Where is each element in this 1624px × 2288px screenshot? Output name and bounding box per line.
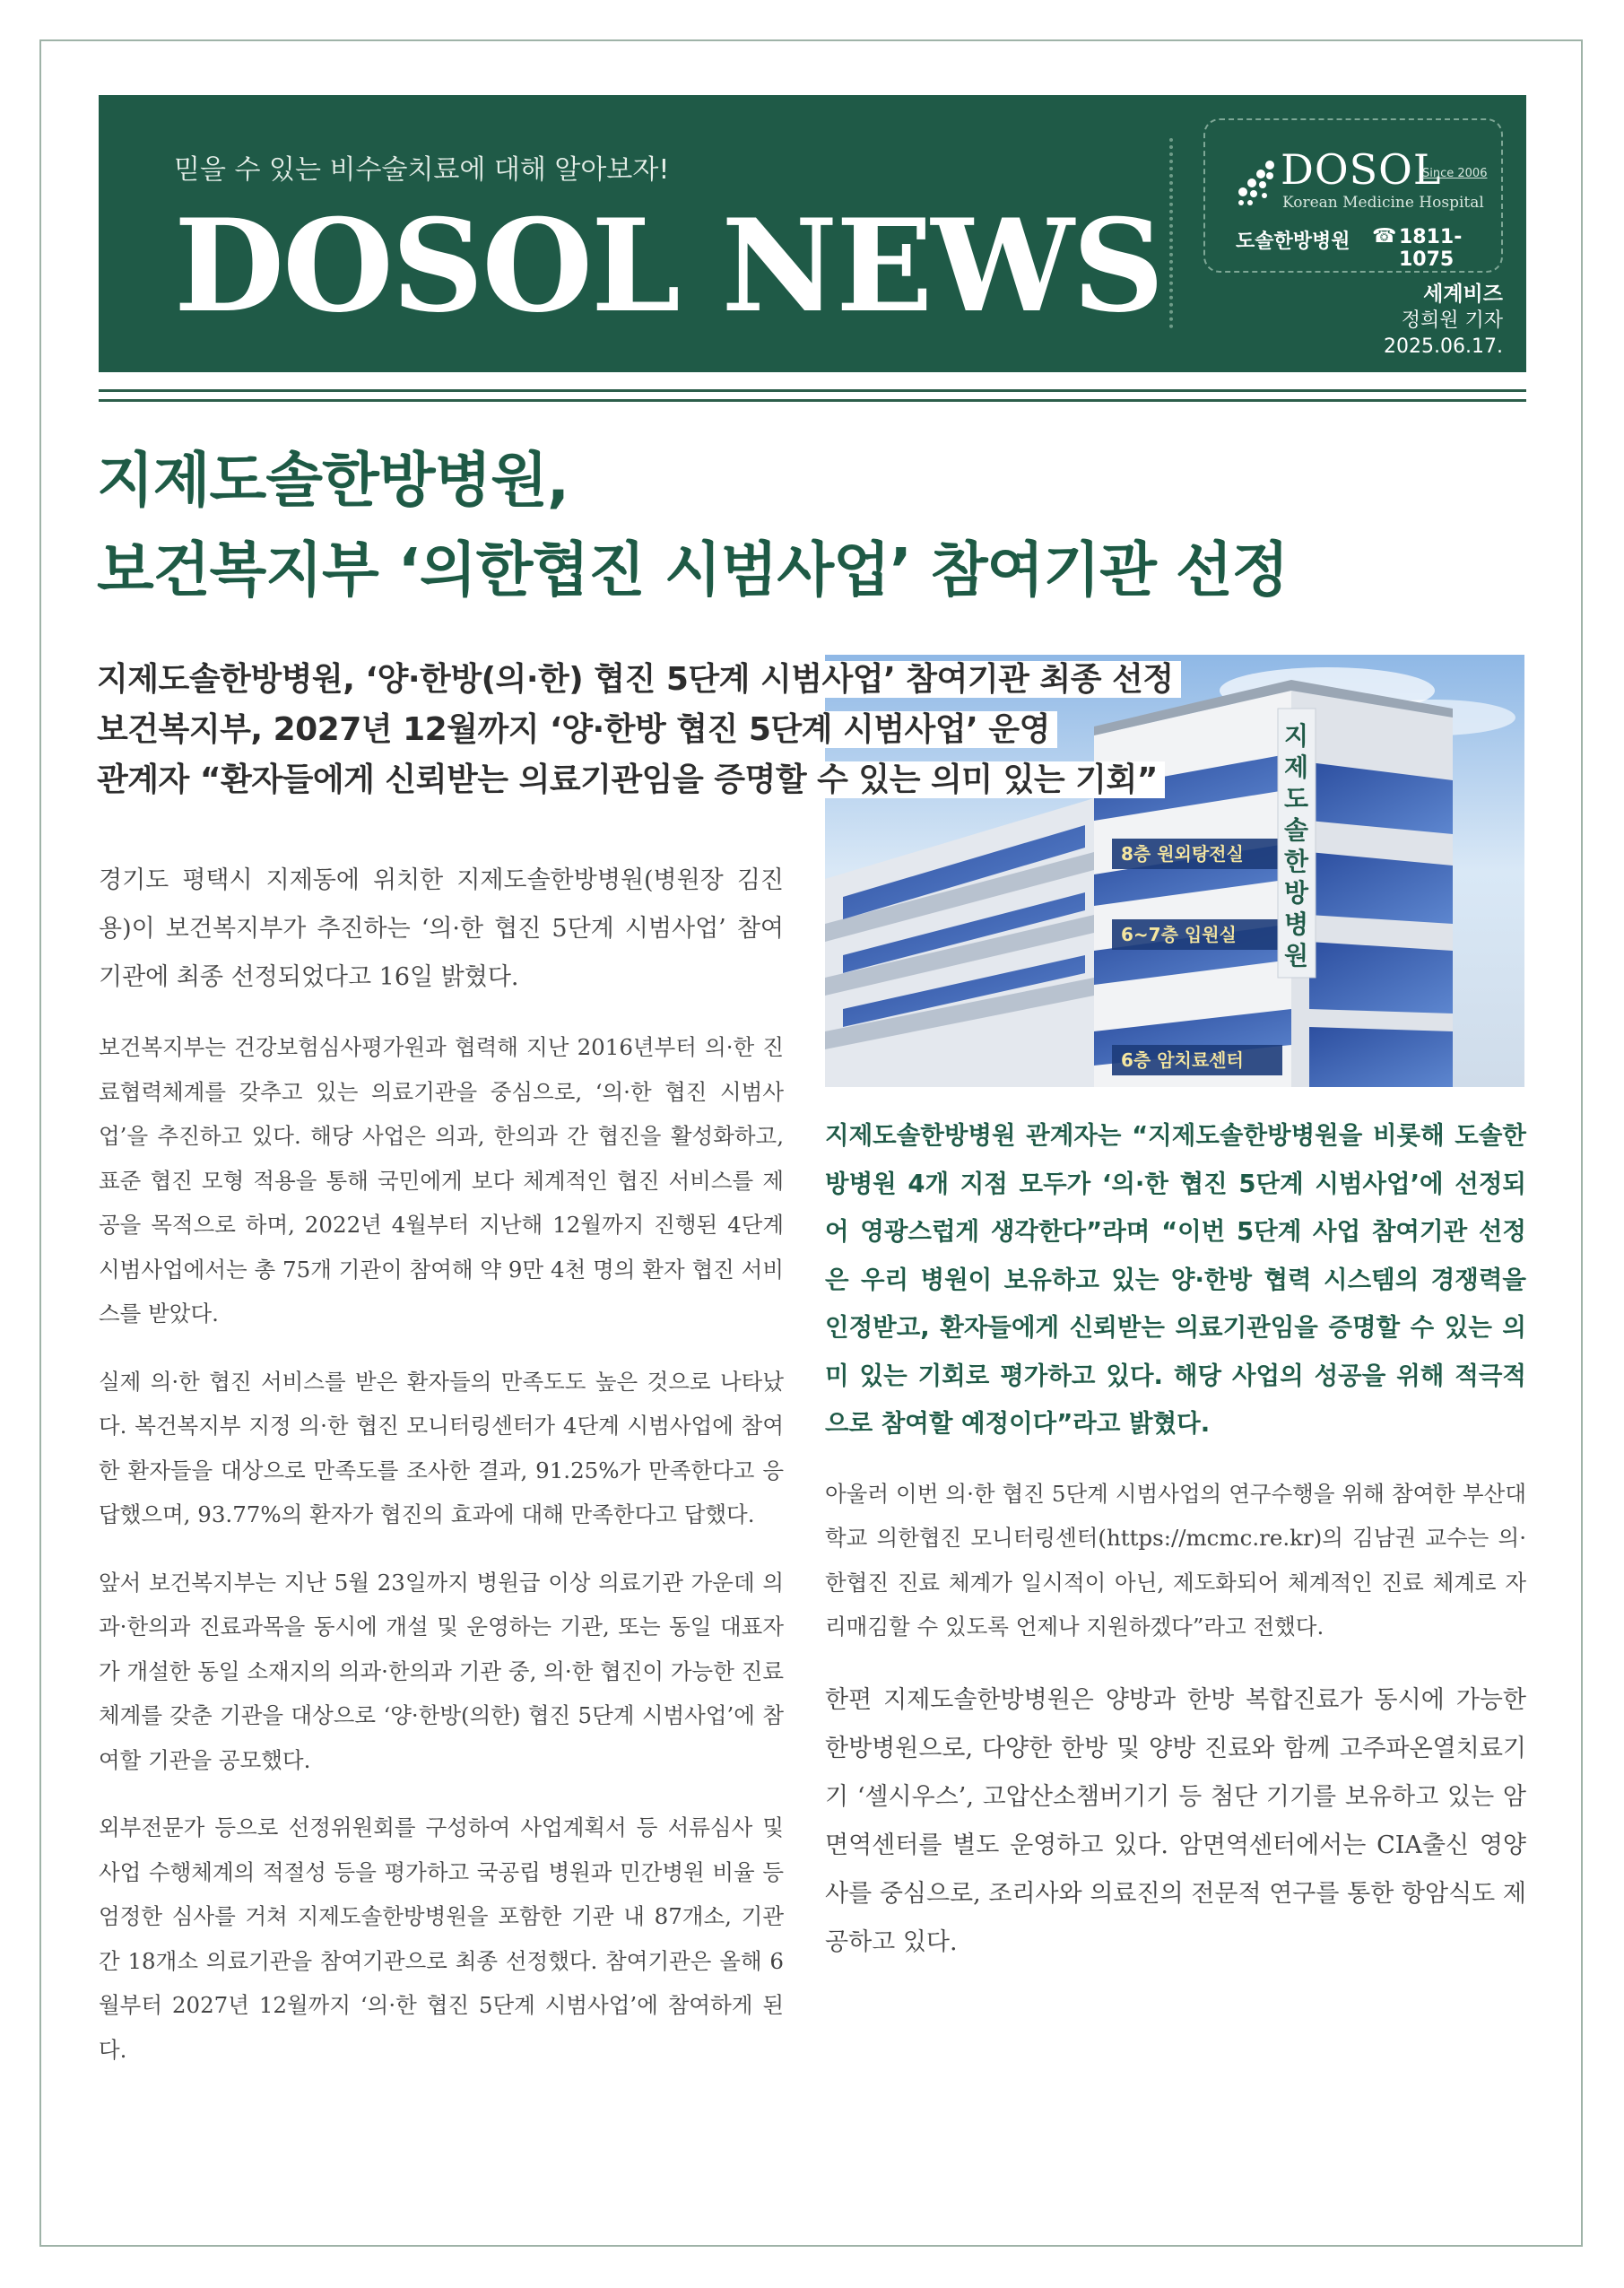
svg-text:원: 원 (1284, 941, 1309, 970)
subhead-1: 지제도솔한방병원, ‘양·한방(의·한) 협진 5단계 시범사업’ 참여기관 최종 선정 (97, 655, 1352, 705)
date: 2025.06.17. (1384, 335, 1503, 358)
body-paragraph: 아울러 이번 의·한 협진 5단계 시범사업의 연구수행을 위해 참여한 부산대학교 의한협진 모니터링센터(https://mcmc.re.kr)의 김남권 교수는 의·한협진 진료 체계가 일시적이 아닌, 제도화되어 체계적인 진료 체계로 자리매김할 수 있도록 언제나 지원하겠다”라고 전했다. (825, 1480, 1526, 1640)
svg-text:방: 방 (1284, 878, 1309, 908)
news-banner (99, 95, 1526, 372)
subhead-2: 보건복지부, 2027년 12월까지 ‘양·한방 협진 5단계 시범사업’ 운영 (97, 705, 1352, 755)
subhead-3: 관계자 “환자들에게 신뢰받는 의료기관임을 증명할 수 있는 의미 있는 기회” (97, 755, 1352, 805)
svg-text:한: 한 (1284, 847, 1309, 876)
title-line-1: 지제도솔한방병원, (97, 446, 569, 515)
publisher: 세계비즈 (1423, 283, 1503, 306)
body-paragraph: 외부전문가 등으로 선정위원회를 구성하여 사업계획서 등 서류심사 및 사업 수행체계의 적절성 등을 평가하고 국공립 병원과 민간병원 비율 등 엄정한 심사를 거쳐 지제도솔한방병원을 포함한 기관 내 87개소, 기관 간 18개소 의료기관을 참여기관으로 최종 선정했다. 참여기관은 올해 6월부터 2027년 12월까지 ‘의·한 협진 5단계 시범사업’에 참여하게 된다. (99, 1814, 784, 2063)
title-line-2: 보건복지부 ‘의한협진 시범사업’ 참여기관 선정 (97, 535, 1289, 605)
svg-text:제: 제 (1284, 753, 1309, 782)
logo-since: Since 2006 (1422, 167, 1488, 180)
masthead: DOSOL NEWS (174, 192, 1163, 341)
article-title (97, 436, 1550, 615)
phone-icon: ☎ (1372, 225, 1397, 248)
logo-dots-icon (1236, 160, 1277, 206)
lead-paragraph: 경기도 평택시 지제동에 위치한 지제도솔한방병원(병원장 김진용)이 보건복지부가 추진하는 ‘의·한 협진 5단계 시범사업’ 참여기관에 최종 선정되었다고 16일 밝혔다. (99, 866, 784, 991)
tagline: 믿을 수 있는 비수술치료에 대해 알아보자! (174, 154, 670, 186)
svg-text:6층 암치료센터: 6층 암치료센터 (1121, 1049, 1244, 1071)
body-paragraph: 앞서 보건복지부는 지난 5월 23일까지 병원급 이상 의료기관 가운데 의과·한의과 진료과목을 동시에 개설 및 운영하는 기관, 또는 동일 대표자가 개설한 동일 소재지의 의과·한의과 기관 중, 의·한 협진이 가능한 진료체계를 갖춘 기관을 대상으로 ‘양·한방(의한) 협진 5단계 시범사업’에 참여할 기관을 공모했다. (99, 1569, 784, 1773)
byline (1384, 282, 1503, 360)
body-paragraph: 보건복지부는 건강보험심사평가원과 협력해 지난 2016년부터 의·한 진료협력체계를 갖추고 있는 의료기관을 중심으로, ‘의·한 협진 시범사업’을 추진하고 있다. 해당 사업은 의과, 한의과 간 협진을 활성화하고, 표준 협진 모형 적용을 통해 국민에게 보다 체계적인 협진 서비스를 제공을 목적으로 하며, 2022년 4월부터 지난해 12월까지 진행된 4단계 시범사업에서는 총 75개 기관이 참여해 약 9만 4천 명의 환자 협진 서비스를 받았다. (99, 1034, 784, 1327)
svg-text:지: 지 (1284, 721, 1309, 751)
svg-text:도: 도 (1284, 784, 1309, 813)
logo-phone: 1811-1075 (1399, 226, 1463, 271)
body-paragraph: 실제 의·한 협진 서비스를 받은 환자들의 만족도도 높은 것으로 나타났다. 복건복지부 지정 의·한 협진 모니터링센터가 4단계 시범사업에 참여한 환자들을 대상으로 만족도를 조사한 결과, 91.25%가 만족한다고 응답했으며, 93.77%의 환자가 협진의 효과에 대해 만족한다고 답했다. (99, 1368, 784, 1527)
svg-text:8층 원외탕전실: 8층 원외탕전실 (1121, 843, 1244, 865)
svg-text:솔: 솔 (1284, 815, 1309, 845)
svg-text:병: 병 (1284, 909, 1309, 939)
logo-name: DOSOL (1281, 145, 1442, 194)
header-rule-bottom (99, 399, 1526, 402)
header-rule-top (99, 389, 1526, 392)
left-column (99, 857, 784, 2072)
hospital-logo-box (1203, 118, 1503, 273)
right-column (825, 1112, 1526, 1967)
reporter: 정희원 기자 (1401, 309, 1503, 332)
subheads (97, 655, 1352, 805)
svg-text:6~7층 입원실: 6~7층 입원실 (1121, 924, 1237, 945)
logo-korean-name: 도솔한방병원 (1236, 231, 1350, 253)
body-paragraph: 한편 지제도솔한방병원은 양방과 한방 복합진료가 동시에 가능한 한방병원으로, 다양한 한방 및 양방 진료와 함께 고주파온열치료기기 ‘셀시우스’, 고압산소챔버기기 등 첨단 기기를 보유하고 있는 암면역센터를 별도 운영하고 있다. 암면역센터에서는 CIA출신 영양사를 중심으로, 조리사와 의료진의 전문적 연구를 통한 항암식도 제공하고 있다. (825, 1685, 1526, 1956)
dotted-divider (1169, 138, 1173, 328)
quote-paragraph: 지제도솔한방병원 관계자는 “지제도솔한방병원을 비롯해 도솔한방병원 4개 지점 모두가 ‘의·한 협진 5단계 시범사업’에 선정되어 영광스럽게 생각한다”라며 “이번 5단계 사업 참여기관 선정은 우리 병원이 보유하고 있는 양·한방 협력 시스템의 경쟁력을 인정받고, 환자들에게 신뢰받는 의료기관임을 증명할 수 있는 의미 있는 기회로 평가하고 있다. 해당 사업의 성공을 위해 적극적으로 참여할 예정이다”라고 밝혔다. (825, 1121, 1526, 1438)
logo-subtitle: Korean Medicine Hospital (1282, 194, 1484, 212)
